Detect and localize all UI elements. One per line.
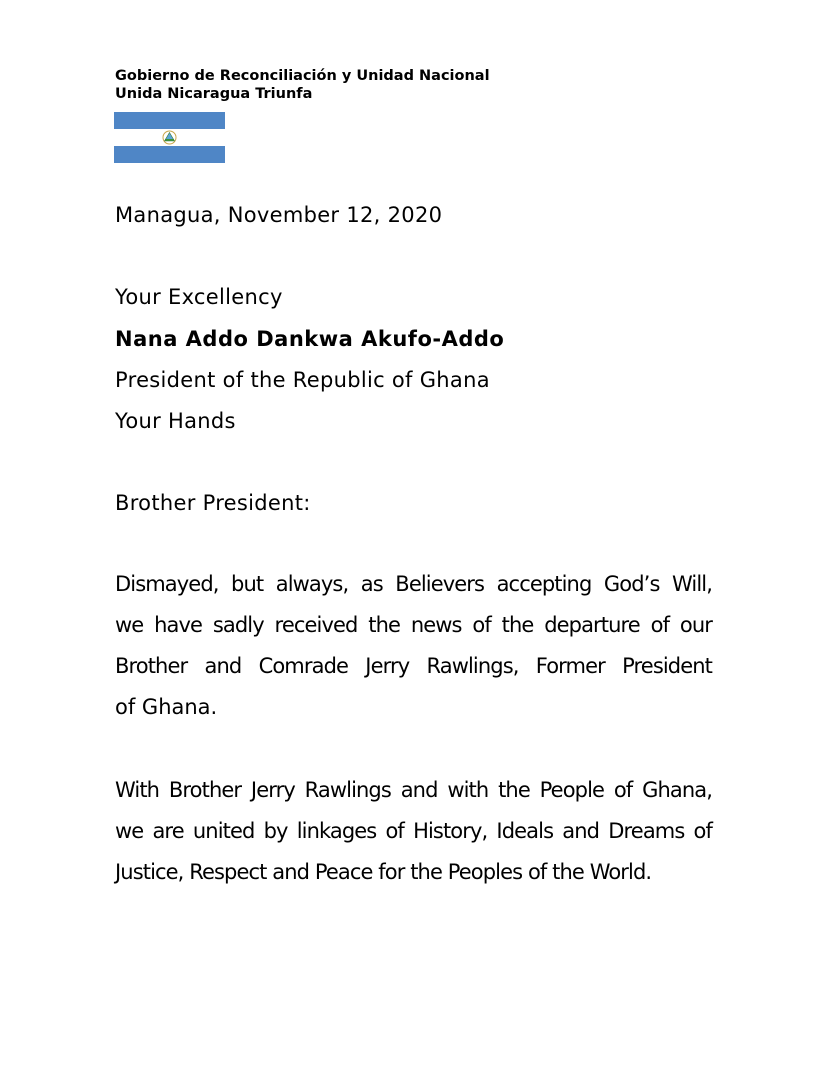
recipient-position: President of the Republic of Ghana (115, 368, 490, 392)
letter-date: Managua, November 12, 2020 (115, 203, 443, 227)
letterhead-government-name: Gobierno de Reconciliación y Unidad Nacional (115, 68, 490, 84)
nicaragua-flag-icon (114, 112, 225, 163)
recipient-title: Your Excellency (115, 285, 283, 309)
paragraph-line: we have sadly received the news of the departure of our (115, 613, 712, 637)
paragraph-line: Justice, Respect and Peace for the Peoples of the World. (115, 860, 652, 884)
paragraph-line: Dismayed, but always, as Believers accepting God’s Will, (115, 572, 712, 596)
paragraph-line: we are united by linkages of History, Ideals and Dreams of (115, 819, 712, 843)
paragraph-line: With Brother Jerry Rawlings and with the People of Ghana, (115, 778, 712, 802)
paragraph-line: of Ghana. (115, 695, 218, 719)
letterhead (115, 67, 490, 103)
letterhead-slogan: Unida Nicaragua Triunfa (115, 86, 313, 102)
recipient-delivery: Your Hands (115, 409, 236, 433)
letter-greeting: Brother President: (115, 491, 311, 515)
body-paragraph-2 (115, 770, 712, 893)
body-paragraph-1 (115, 564, 712, 728)
recipient-name: Nana Addo Dankwa Akufo-Addo (115, 327, 505, 351)
paragraph-line: Brother and Comrade Jerry Rawlings, Former President (115, 654, 712, 678)
